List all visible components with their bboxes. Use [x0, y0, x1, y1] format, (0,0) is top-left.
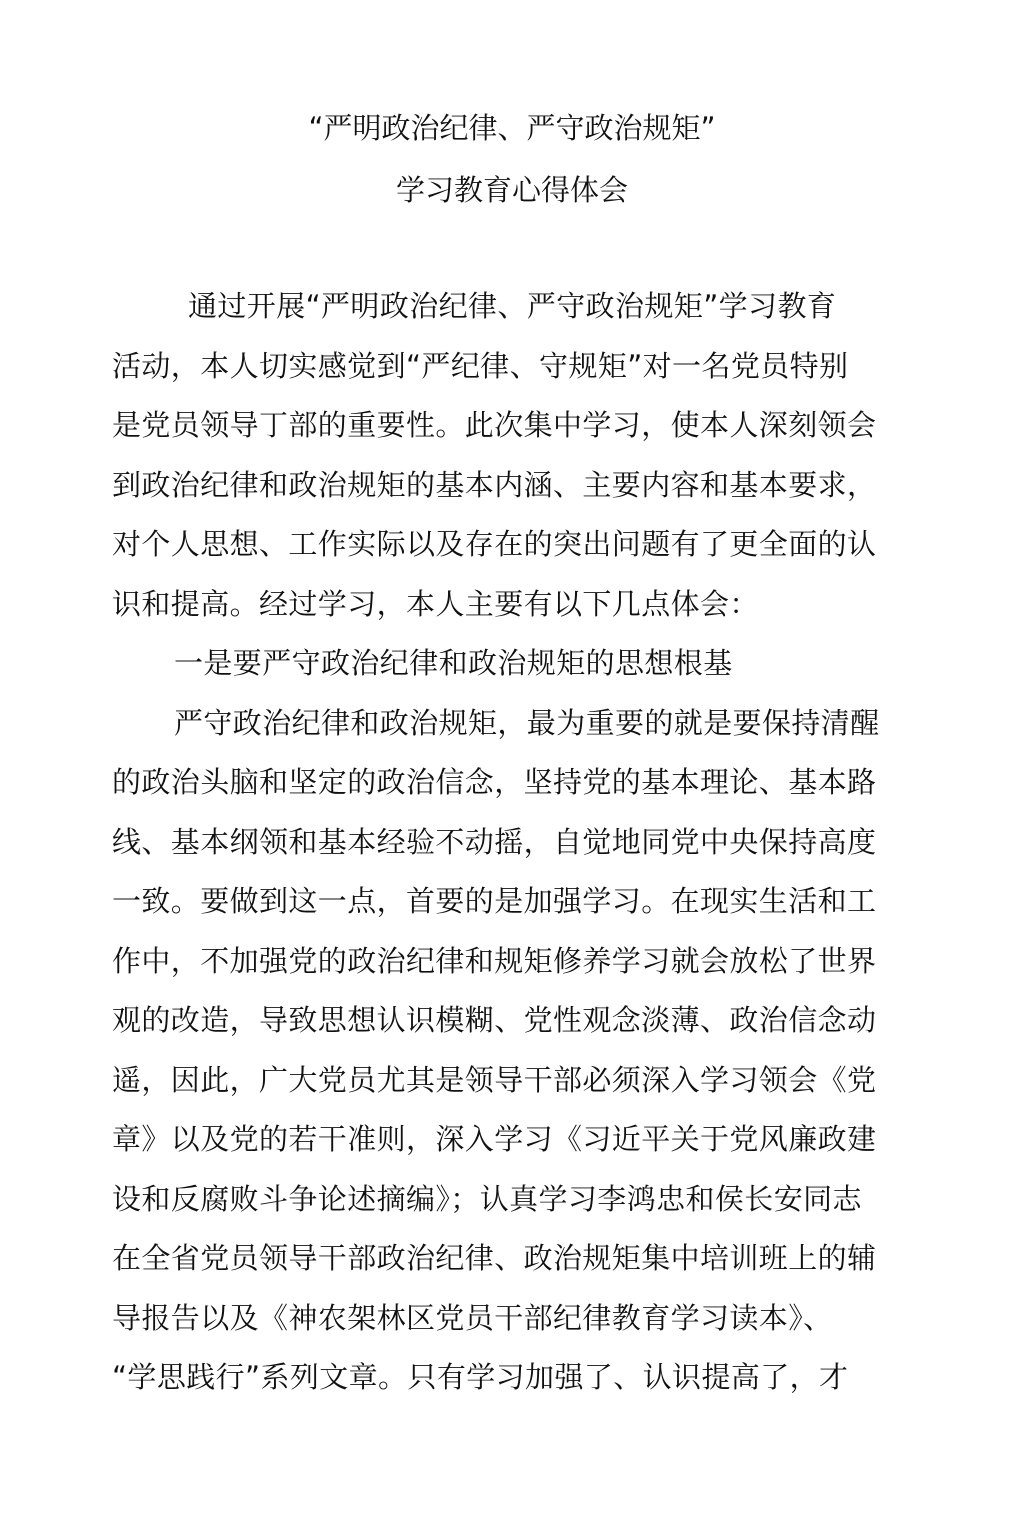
- body-line: 活动，本人切实感觉到“严纪律、守规矩”对一名党员特别: [112, 349, 849, 383]
- body-line: 识和提高。经过学习，本人主要有以下几点体会：: [112, 587, 759, 621]
- body-line: 观的改造，导致思想认识模糊、党性观念淡薄、政治信念动: [112, 1003, 877, 1037]
- body-line: 通过开展“严明政治纪律、严守政治规矩”学习教育: [188, 289, 837, 323]
- body-line: 是党员领导丁部的重要性。此次集中学习，使本人深刻领会: [112, 408, 877, 442]
- body-line: 一致。要做到这一点，首要的是加强学习。在现实生活和工: [112, 884, 877, 918]
- document-title-line-1: “严明政治纪律、严守政治规矩”: [308, 111, 716, 145]
- section-heading: 一是要严守政治纪律和政治规矩的思想根基: [174, 646, 733, 680]
- body-line: 到政治纪律和政治规矩的基本内涵、主要内容和基本要求，: [112, 468, 877, 502]
- body-line: 作中，不加强党的政治纪律和规矩修养学习就会放松了世界: [112, 944, 877, 978]
- body-line: 的政治头脑和坚定的政治信念，坚持党的基本理论、基本路: [112, 765, 877, 799]
- body-line: 章》以及党的若干准则，深入学习《习近平关于党风廉政建: [112, 1122, 877, 1156]
- body-line: 对个人思想、工作实际以及存在的突出问题有了更全面的认: [112, 527, 877, 561]
- body-line: 导报告以及《神农架林区党员干部纪律教育学习读本》、: [112, 1301, 833, 1335]
- document-title-line-2: 学习教育心得体会: [395, 173, 628, 207]
- body-line: 设和反腐败斗争论述摘编》；认真学习李鸿忠和侯长安同志: [112, 1182, 862, 1216]
- body-line: 在全省党员领导干部政治纪律、政治规矩集中培训班上的辅: [112, 1241, 877, 1275]
- body-line: “学思践行”系列文章。只有学习加强了、认识提高了，才: [112, 1360, 849, 1394]
- body-line: 线、基本纲领和基本经验不动摇，自觉地同党中央保持高度: [112, 825, 877, 859]
- body-line: 严守政治纪律和政治规矩，最为重要的就是要保持清醒: [174, 706, 880, 740]
- body-line: 遥，因此，广大党员尤其是领导干部必须深入学习领会《党: [112, 1063, 877, 1097]
